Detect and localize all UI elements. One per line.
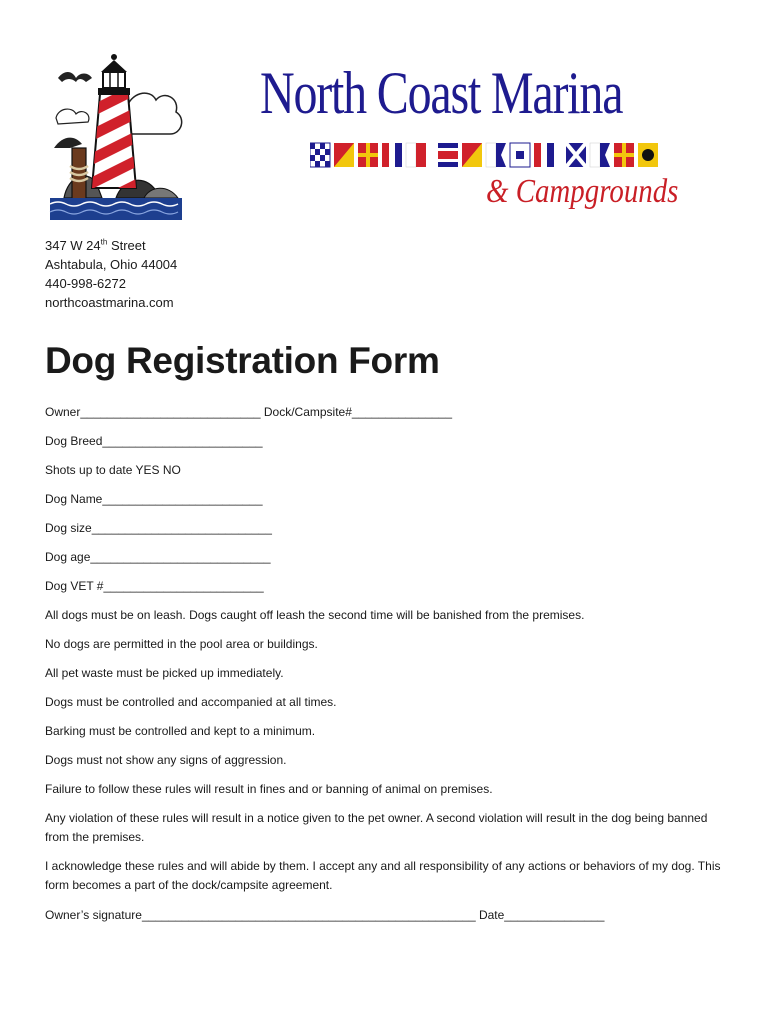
address-city: Ashtabula, Ohio 44004 <box>45 257 178 272</box>
dog-age-field-line[interactable]: Dog age___________________________ <box>45 550 271 564</box>
address-street: 347 W 24th Street <box>45 237 146 253</box>
acknowledgement-text: I acknowledge these rules and will abide by them. I accept any and all responsibility of any actions or behaviors of my dog. This form becomes a part of the dock/campsite agreement. <box>45 859 721 892</box>
rule-text: Any violation of these rules will result in a notice given to the pet owner. A second violation will result in the dog being banned from the premises. <box>45 811 708 844</box>
nautical-signal-flags-icon <box>310 142 666 168</box>
lighthouse-logo-icon <box>46 48 186 224</box>
rule-text: No dogs are permitted in the pool area or buildings. <box>45 637 318 651</box>
shots-up-to-date-line[interactable]: Shots up to date YES NO <box>45 463 181 477</box>
rule-text: Dogs must be controlled and accompanied at all times. <box>45 695 337 709</box>
rule-text: Barking must be controlled and kept to a minimum. <box>45 724 316 738</box>
dog-breed-field-line[interactable]: Dog Breed________________________ <box>45 434 263 448</box>
rule-text: Dogs must not show any signs of aggression. <box>45 753 287 767</box>
brand-name: North Coast Marina <box>260 60 623 126</box>
address-block <box>45 236 177 312</box>
rule-text: Failure to follow these rules will result in fines and or banning of animal on premises. <box>45 782 493 796</box>
address-website: northcoastmarina.com <box>45 295 174 310</box>
dog-vet-field-line[interactable]: Dog VET #________________________ <box>45 579 264 593</box>
dog-size-field-line[interactable]: Dog size___________________________ <box>45 521 272 535</box>
rule-text: All dogs must be on leash. Dogs caught off leash the second time will be banished from the premises. <box>45 608 585 622</box>
dog-name-field-line[interactable]: Dog Name________________________ <box>45 492 263 506</box>
address-phone: 440-998-6272 <box>45 276 126 291</box>
rule-text: All pet waste must be picked up immediately. <box>45 666 284 680</box>
brand-block <box>258 58 678 228</box>
brand-subtitle: & Campgrounds <box>486 173 679 210</box>
owner-dock-field-line[interactable]: Owner___________________________ Dock/Campsite#_______________ <box>45 405 453 419</box>
owner-signature-date-line[interactable]: Owner’s signature__________________________________________________ Date_______________ <box>45 908 605 922</box>
form-title: Dog Registration Form <box>45 340 440 381</box>
